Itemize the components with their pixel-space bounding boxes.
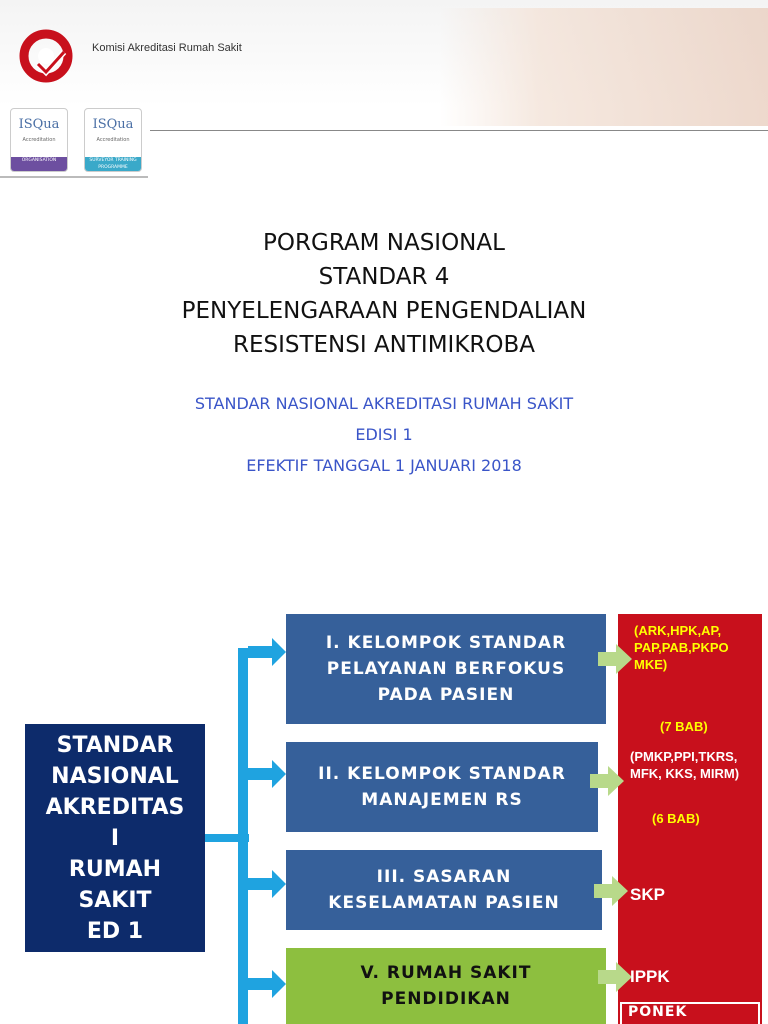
- kars-logo-icon: [16, 26, 78, 88]
- title-line: PENYELENGARAAN PENGENDALIAN: [181, 298, 587, 324]
- group2-codes: (PMKP,PPI,TKRS, MFK, KKS, MIRM): [630, 749, 740, 781]
- connector-branch: [248, 978, 272, 990]
- subtitle-line: EFEKTIF TANGGAL 1 JANUARI 2018: [246, 456, 522, 475]
- group1-codes: (ARK,HPK,AP, PAP,PAB,PKPO MKE): [634, 623, 729, 672]
- badge-name: ISQua: [92, 117, 134, 132]
- standar-nasional-box: STANDAR NASIONAL AKREDITAS I RUMAH SAKIT ED 1: [25, 724, 205, 952]
- branch-arrow-icon: [272, 638, 286, 666]
- badge-band: ORGANISATION: [11, 157, 67, 171]
- title-line: PORGRAM NASIONAL: [263, 230, 505, 256]
- group-box-pendidikan: [286, 948, 606, 1024]
- group3-code: SKP: [630, 885, 665, 904]
- connector-branch: [248, 646, 272, 658]
- branch-arrow-icon: [272, 760, 286, 788]
- group-box-sasaran: [286, 850, 602, 930]
- group-line: III. SASARAN: [376, 867, 512, 887]
- group-box-pelayanan: [286, 614, 606, 724]
- group-line: PADA PASIEN: [377, 685, 515, 705]
- badge-band: SURVEYOR TRAINING PROGRAMME: [85, 157, 141, 171]
- header-divider: [150, 130, 768, 131]
- group-line: I. KELOMPOK STANDAR: [325, 633, 567, 653]
- connector-branch: [248, 768, 272, 780]
- badge-sub: Accreditation: [96, 137, 130, 143]
- slide-subtitle: [0, 388, 768, 481]
- isqua-organisation-badge: [10, 108, 68, 172]
- branch-arrow-icon: [272, 870, 286, 898]
- title-line: RESISTENSI ANTIMIKROBA: [232, 332, 536, 358]
- connector-vertical: [238, 648, 248, 1024]
- indonesia-map-graphic: [440, 8, 768, 126]
- group2-count: (6 BAB): [652, 811, 700, 826]
- group-line: KESELAMATAN PASIEN: [328, 893, 560, 913]
- group-line: MANAJEMEN RS: [361, 790, 523, 810]
- group-line: PENDIDIKAN: [381, 989, 511, 1009]
- connector-branch: [248, 878, 272, 890]
- green-arrow-icon: [598, 962, 632, 992]
- subtitle-line: EDISI 1: [355, 425, 413, 444]
- badge-sub: Accreditation: [22, 137, 56, 143]
- title-line: STANDAR 4: [318, 264, 450, 290]
- org-name: Komisi Akreditasi Rumah Sakit: [92, 42, 242, 54]
- header-divider-left: [0, 176, 148, 178]
- green-arrow-icon: [594, 876, 628, 906]
- subtitle-line: STANDAR NASIONAL AKREDITASI RUMAH SAKIT: [194, 394, 574, 413]
- group-line: PELAYANAN BERFOKUS: [326, 659, 566, 679]
- slide-title: [0, 226, 768, 362]
- header-banner: [0, 0, 768, 178]
- group-box-manajemen: [286, 742, 598, 832]
- green-arrow-icon: [598, 644, 632, 674]
- group-line: V. RUMAH SAKIT: [360, 963, 532, 983]
- group4-code: IPPK: [630, 967, 670, 986]
- green-arrow-icon: [590, 766, 624, 796]
- ponek-label: PONEK: [620, 1002, 760, 1024]
- branch-arrow-icon: [272, 970, 286, 998]
- badge-name: ISQua: [18, 117, 60, 132]
- group-line: II. KELOMPOK STANDAR: [318, 764, 566, 784]
- isqua-surveyor-badge: [84, 108, 142, 172]
- group1-count: (7 BAB): [660, 719, 708, 734]
